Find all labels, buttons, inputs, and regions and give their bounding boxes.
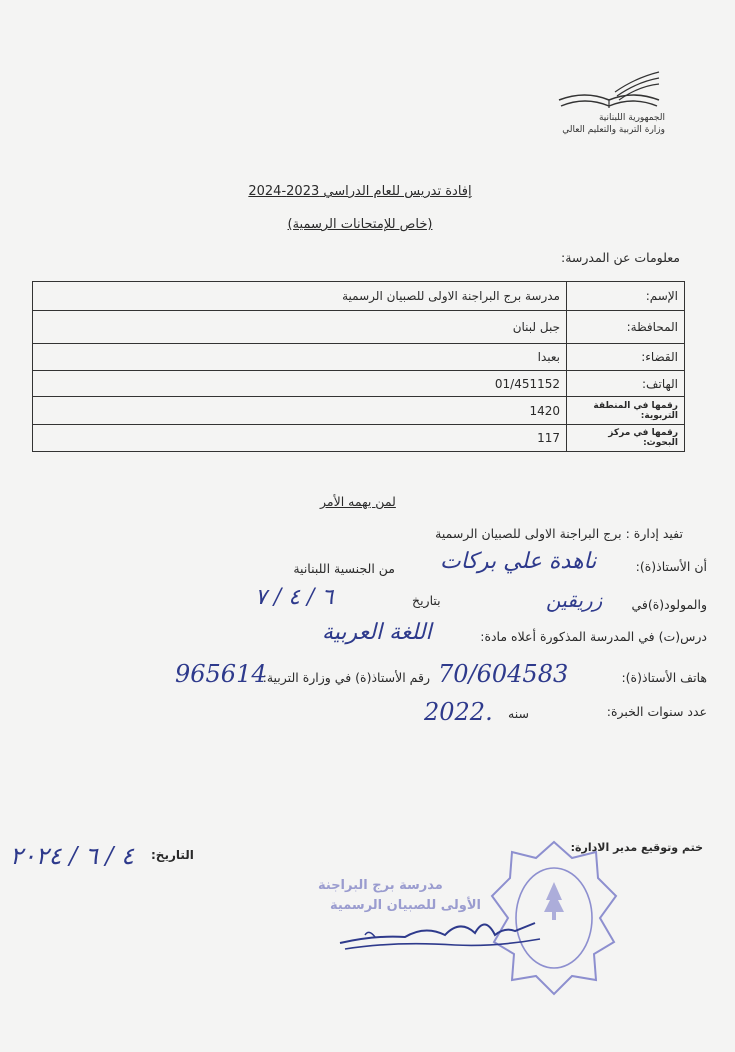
table-row bbox=[33, 282, 685, 311]
label-name: الإسم: bbox=[567, 282, 685, 311]
value-name: مدرسة برج البراجنة الاولى للصبيان الرسمية bbox=[33, 282, 567, 311]
org-line-2: وزارة التربية والتعليم العالي bbox=[562, 125, 665, 135]
value-research-number: 117 bbox=[33, 425, 567, 452]
label-region-number: رقمها في المنطقة التربوية: bbox=[567, 397, 685, 425]
document-subtitle: (خاص للإمتحانات الرسمية) bbox=[287, 217, 433, 232]
teacher-phone-handwritten: 70/604583 bbox=[438, 660, 569, 688]
born-label: والمولود(ة)في bbox=[631, 597, 707, 612]
document-title: إفادة تدريس للعام الدراسي 2023-2024 bbox=[248, 184, 472, 199]
to-whom-heading: لمن يهمه الأمر bbox=[320, 494, 396, 509]
value-phone: 01/451152 bbox=[33, 371, 567, 397]
label-governorate: المحافظة: bbox=[567, 311, 685, 344]
value-district: بعبدا bbox=[33, 344, 567, 371]
director-signature-icon bbox=[335, 905, 545, 960]
ministry-header bbox=[545, 112, 665, 136]
school-info-table bbox=[32, 281, 685, 452]
label-research-number: رقمها في مركز البحوث: bbox=[567, 425, 685, 452]
birth-date-handwritten: ٦ / ٤ / ٧ bbox=[255, 585, 334, 610]
ministry-number-label: رقم الأستاذ(ة) في وزارة التربية: bbox=[262, 670, 430, 685]
teacher-name-handwritten: ناهدة علي بركات bbox=[440, 549, 597, 574]
ministry-number-handwritten: 965614 bbox=[175, 660, 267, 688]
date-label: التاريخ: bbox=[151, 848, 194, 862]
birth-date-label: بتاريخ bbox=[412, 593, 441, 608]
stamp-signature-label: ختم وتوقيع مدير الادارة: bbox=[570, 841, 703, 854]
table-row bbox=[33, 344, 685, 371]
table-row bbox=[33, 425, 685, 452]
value-governorate: جبل لبنان bbox=[33, 311, 567, 344]
teacher-phone-label: هاتف الأستاذ(ة): bbox=[621, 670, 707, 685]
experience-label: عدد سنوات الخبرة: bbox=[606, 704, 707, 719]
stamp-text-line-2: الأولى للصبيان الرسمية bbox=[330, 898, 482, 913]
nationality-text: من الجنسية اللبنانية bbox=[293, 561, 395, 576]
table-row bbox=[33, 311, 685, 344]
stamp-text-line-1: مدرسة برج البراجنة bbox=[318, 878, 443, 893]
value-region-number: 1420 bbox=[33, 397, 567, 425]
label-district: القضاء: bbox=[567, 344, 685, 371]
org-line-1: الجمهورية اللبنانية bbox=[598, 113, 665, 123]
experience-year-handwritten: 2022. bbox=[424, 698, 493, 726]
table-row bbox=[33, 397, 685, 425]
subject-handwritten: اللغة العربية bbox=[322, 620, 432, 645]
date-handwritten: ٤ / ٦ / ٢٠٢٤ bbox=[10, 842, 135, 870]
subject-label: درس(ت) في المدرسة المذكورة أعلاه مادة: bbox=[480, 629, 707, 644]
label-phone: الهاتف: bbox=[567, 371, 685, 397]
table-row bbox=[33, 371, 685, 397]
birthplace-handwritten: زريقين bbox=[546, 588, 603, 612]
teacher-label: أن الأستاذ(ة): bbox=[635, 559, 707, 574]
year-word: سنه bbox=[508, 706, 529, 721]
book-logo-icon bbox=[555, 70, 663, 112]
school-section-label: معلومات عن المدرسة: bbox=[560, 250, 680, 265]
body-line-administration: تفيد إدارة : برج البراجنة الاولى للصبيان الرسمية bbox=[435, 526, 683, 541]
